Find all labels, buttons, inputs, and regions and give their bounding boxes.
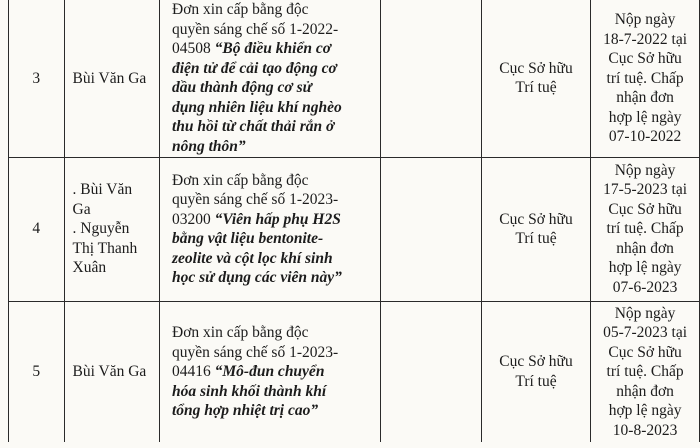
title-bold-line: tổng hợp nhiệt trị cao” <box>172 402 319 419</box>
title-line-prefix: 03200 <box>172 210 215 228</box>
status-line: nhận đơn <box>616 89 674 106</box>
author-line: Ga <box>72 200 91 218</box>
author-line: Xuân <box>72 259 107 277</box>
author-line: Bùi Văn Ga <box>72 363 147 380</box>
row-number: 5 <box>9 301 65 442</box>
status-line: Nộp ngày <box>614 11 676 28</box>
title-line <box>172 362 374 382</box>
empty-cell <box>380 157 481 301</box>
author-line: Thị Thanh <box>72 239 138 257</box>
author-line: Bùi Văn Ga <box>72 69 147 87</box>
author-cell <box>64 0 159 157</box>
author-line: . Nguyễn <box>72 220 130 238</box>
status-line: 07-10-2022 <box>608 128 682 145</box>
status-line: 05-7-2023 tại <box>603 324 688 341</box>
status-line: trí tuệ. Chấp <box>606 220 684 238</box>
table-row <box>9 301 700 442</box>
title-bold-line: thu hồi từ chất thải rắn ở <box>172 118 335 136</box>
status-line: 07-6-2023 <box>612 278 678 296</box>
office-cell <box>481 301 590 442</box>
author-cell <box>64 301 159 442</box>
office-line: Trí tuệ <box>515 230 557 247</box>
title-bold-line: điện tử để cải tạo động cơ <box>172 59 337 77</box>
status-cell <box>591 301 700 442</box>
status-line: Cục Sở hữu <box>608 50 682 67</box>
status-line: 18-7-2022 tại <box>603 30 688 48</box>
office-line: Trí tuệ <box>515 372 557 390</box>
empty-cell <box>380 0 481 157</box>
office-cell <box>481 157 590 301</box>
title-line: Đơn xin cấp bằng độc <box>172 1 309 19</box>
title-line: quyền sáng chế số 1-2023- <box>172 191 339 208</box>
title-bold-line: “Viên hấp phụ H2S <box>214 210 341 228</box>
status-line: Cục Sở hữu <box>608 200 682 218</box>
title-bold-line: zeolite và cột lọc khí sinh <box>172 249 333 267</box>
status-line: Nộp ngày <box>614 161 676 179</box>
title-bold-line: hóa sinh khối thành khí <box>172 382 327 400</box>
title-line-prefix: 04416 <box>172 363 215 380</box>
office-line: Cục Sở hữu <box>499 59 573 77</box>
title-line: Đơn xin cấp bằng độc <box>172 171 309 189</box>
row-number: 4 <box>9 157 65 301</box>
office-line: Trí tuệ <box>515 79 557 97</box>
status-cell <box>591 157 700 301</box>
status-line: 10-8-2023 <box>612 421 678 439</box>
status-line: hợp lệ ngày <box>608 402 682 419</box>
patent-table <box>8 0 700 442</box>
title-line-prefix: 04508 <box>172 40 215 58</box>
title-line <box>172 39 374 59</box>
title-line: Đơn xin cấp bằng độc <box>172 324 309 341</box>
status-line: 17-5-2023 tại <box>603 181 688 199</box>
title-bold-line: nông thôn” <box>172 137 246 155</box>
title-bold-line: học sử dụng các viên này” <box>172 269 342 286</box>
status-line: trí tuệ. Chấp <box>606 363 684 380</box>
author-cell <box>64 157 159 301</box>
office-line: Cục Sở hữu <box>499 353 573 371</box>
title-bold-line: dầu thành động cơ sử <box>172 79 312 97</box>
title-line: quyền sáng chế số 1-2022- <box>172 20 339 38</box>
status-line: trí tuệ. Chấp <box>606 69 684 87</box>
row-number: 3 <box>9 0 65 157</box>
status-line: Nộp ngày <box>614 304 676 322</box>
status-line: hợp lệ ngày <box>608 259 682 277</box>
title-line: quyền sáng chế số 1-2023- <box>172 343 339 361</box>
table-row <box>9 157 700 301</box>
status-line: Cục Sở hữu <box>608 343 682 361</box>
patent-title-cell <box>160 0 381 157</box>
status-line: nhận đơn <box>616 239 674 257</box>
title-bold-line: “Mô-đun chuyển <box>214 363 325 380</box>
patent-title-cell <box>160 301 381 442</box>
title-line <box>172 210 374 230</box>
table-row <box>9 0 700 157</box>
status-line: nhận đơn <box>616 382 674 400</box>
title-bold-line: dụng nhiên liệu khí nghèo <box>172 98 342 116</box>
title-bold-line: “Bộ điều khiển cơ <box>214 40 332 58</box>
status-line: hợp lệ ngày <box>608 108 682 126</box>
patent-title-cell <box>160 157 381 301</box>
author-line: . Bùi Văn <box>72 181 133 199</box>
office-cell <box>481 0 590 157</box>
empty-cell <box>380 301 481 442</box>
title-bold-line: bằng vật liệu bentonite- <box>172 230 324 247</box>
status-cell <box>591 0 700 157</box>
office-line: Cục Sở hữu <box>499 210 573 228</box>
